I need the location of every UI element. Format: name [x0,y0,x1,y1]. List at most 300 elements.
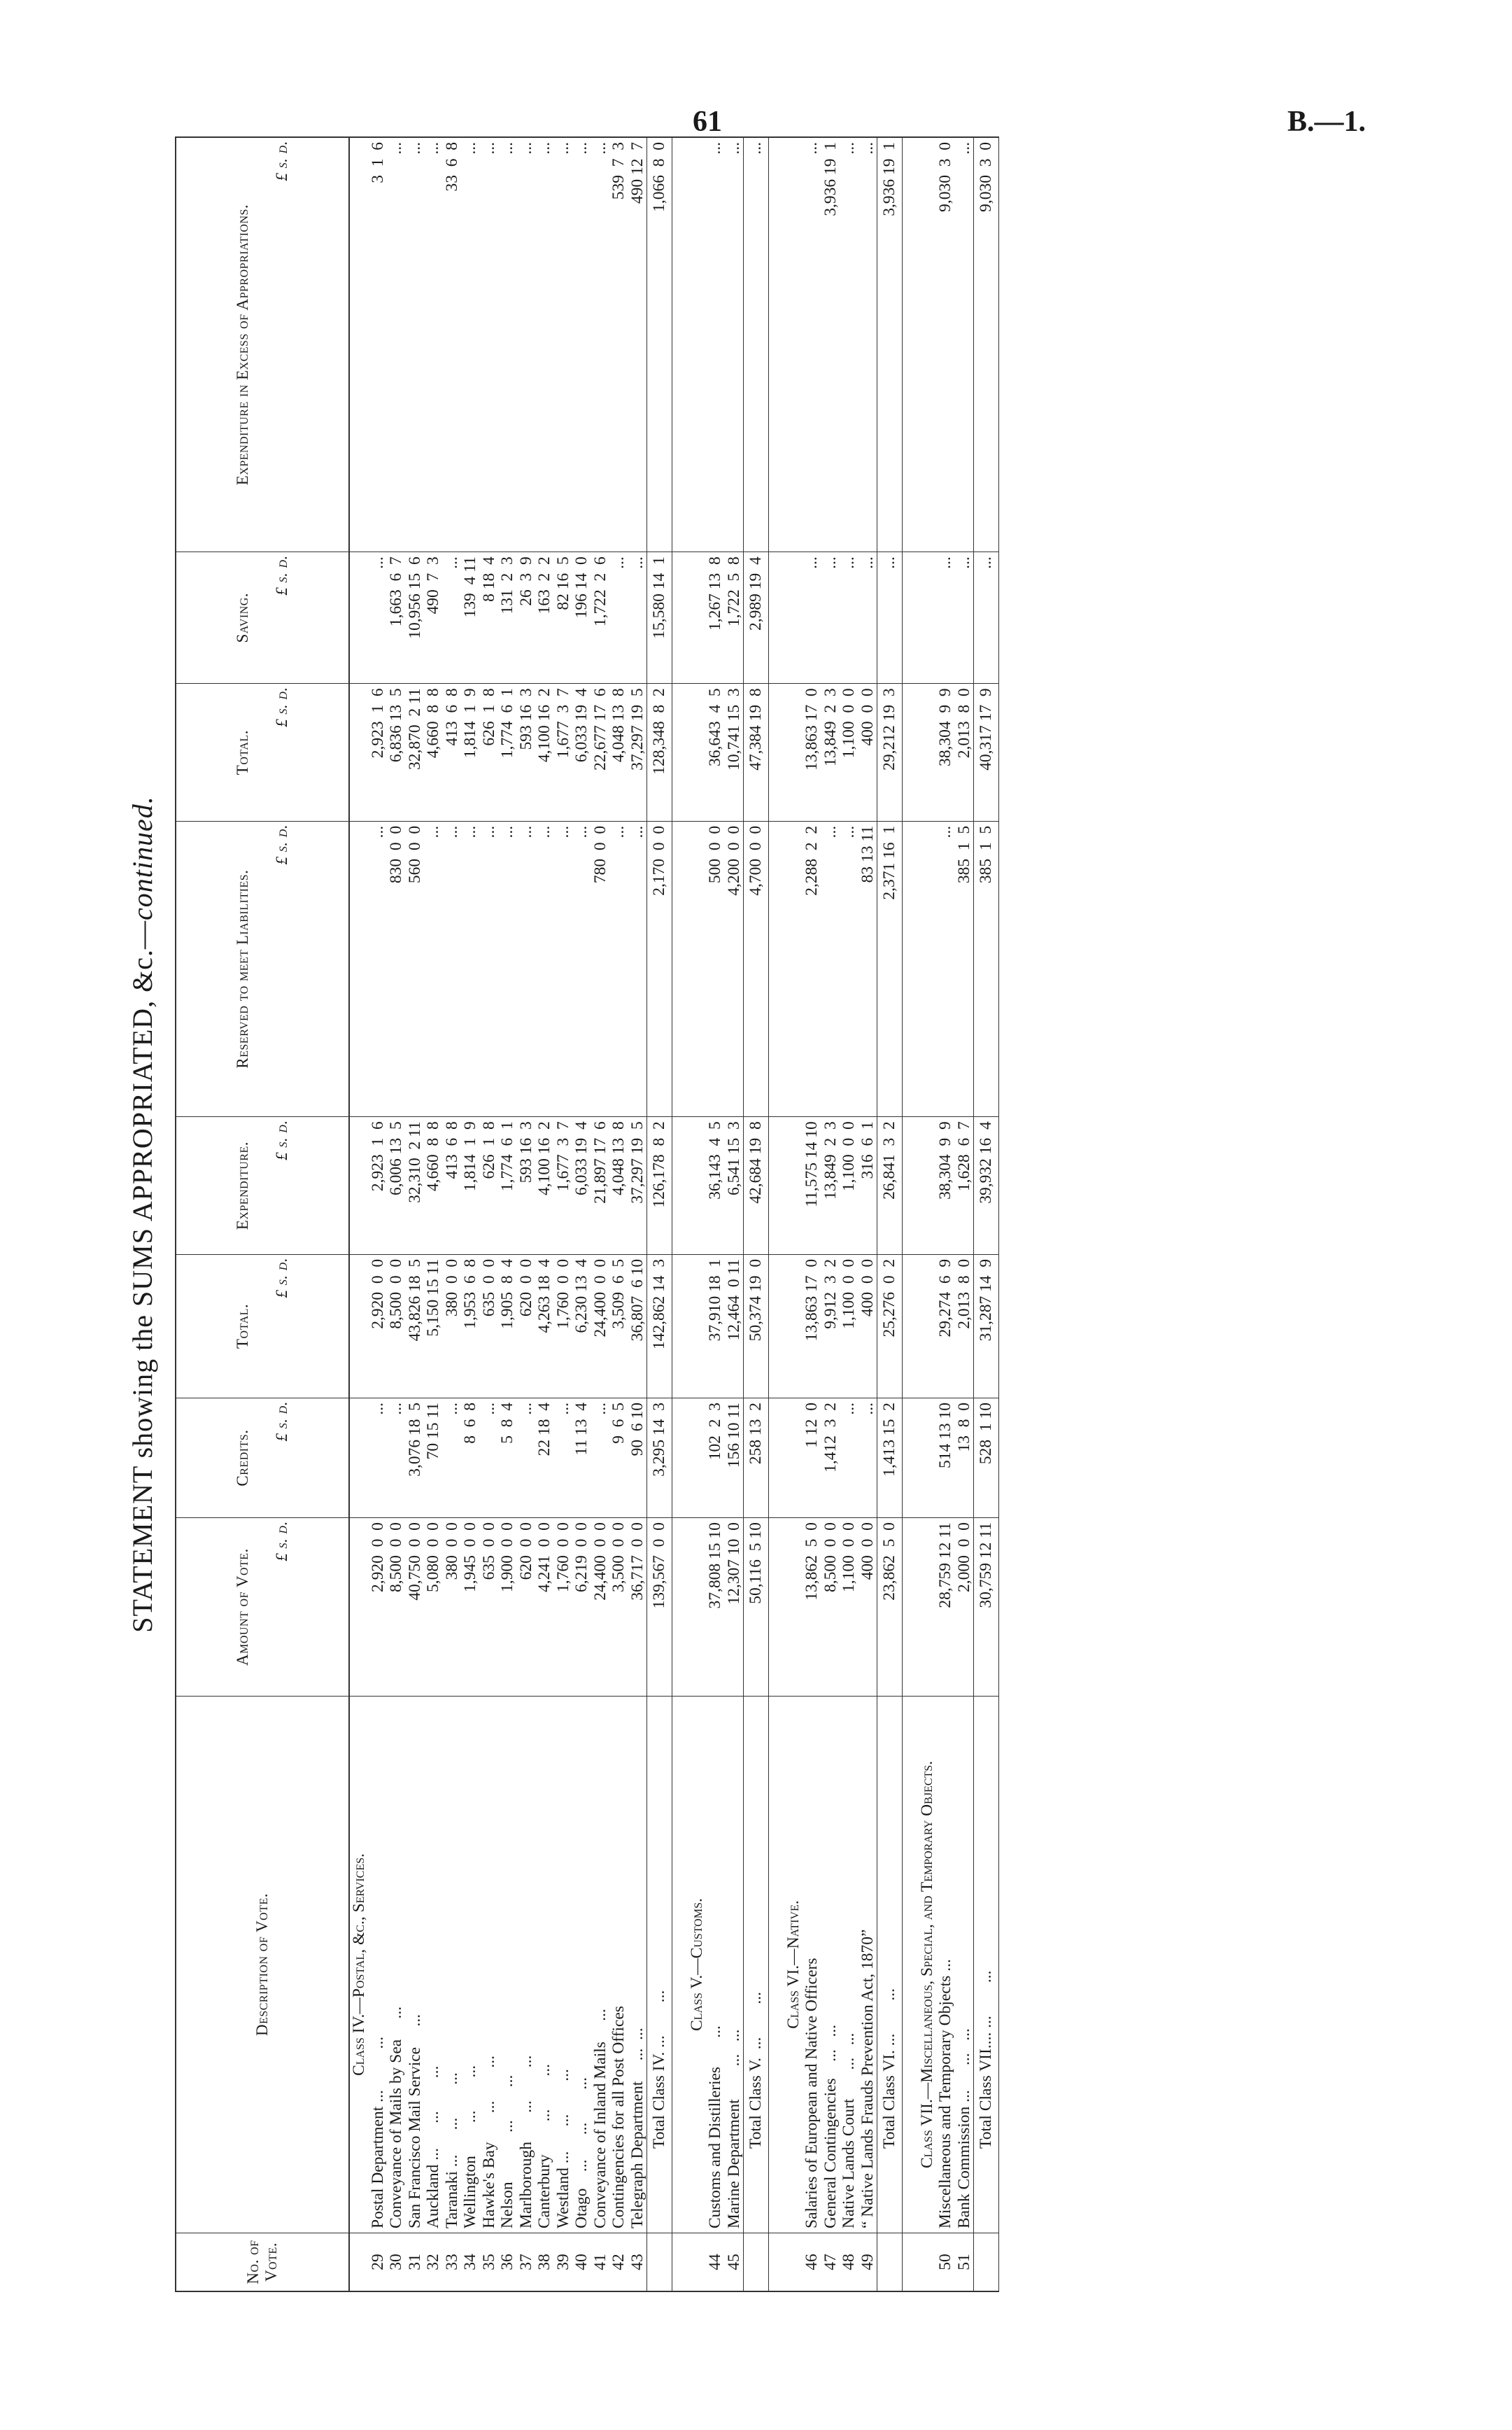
cell-excess: 490 12 7 [628,137,647,552]
cell-saving [688,552,707,684]
cell-saving: ... [609,552,628,684]
cell-saving: 1,267 13 8 [706,552,725,684]
cell-total: 9,912 3 2 [821,1254,840,1398]
spacer-cell [672,821,688,1116]
vote-description: Conveyance of Mails by Sea ... [387,1697,406,2233]
cell-exp: 126,178 8 2 [647,1117,672,1255]
cell-total2: 400 0 0 [859,684,877,822]
class-total-row [744,137,769,2291]
cell-excess: ... [725,137,744,552]
cell-excess: ... [955,137,974,552]
cell-exp: 413 6 8 [443,1117,462,1255]
cell-excess: ... [706,137,725,552]
spacer-cell [902,821,918,1116]
cell-excess: ... [535,137,554,552]
cell-total: 36,807 6 10 [628,1254,647,1398]
spacer-cell [768,821,784,1116]
cell-exp: 6,033 19 4 [572,1117,591,1255]
col-saving-units: £ s. d. [273,555,290,596]
cell-exp [918,1117,937,1255]
cell-credits: 258 13 2 [744,1398,769,1517]
cell-saving: ... [936,552,955,684]
cell-exp: 1,677 3 7 [554,1117,573,1255]
cell-amount: 23,862 5 0 [877,1518,903,1697]
class-heading-row [349,137,369,2291]
vote-description: General Contingencies ... ... [821,1697,840,2233]
spacer-cell [768,552,784,684]
cell-credits: 11 13 4 [572,1398,591,1517]
cell-saving: ... [821,552,840,684]
cell-credits: 514 13 10 [936,1398,955,1517]
cell-saving [784,552,803,684]
vote-description: Total Class VII.... ... ... [974,1697,999,2233]
cell-excess: 1,066 8 0 [647,137,672,552]
cell-saving: 490 7 3 [424,552,443,684]
vote-description: Nelson ... ... [498,1697,517,2233]
table-row [424,137,443,2291]
vote-number: 44 [706,2233,725,2292]
cell-res: ... [936,821,955,1116]
col-expenditure-label: Expenditure. [233,1141,251,1230]
table-row [461,137,480,2291]
cell-amount: 620 0 0 [517,1518,536,1697]
cell-total: 4,263 18 4 [535,1254,554,1398]
cell-credits: 13 8 0 [955,1398,974,1517]
cell-total: 24,400 0 0 [591,1254,610,1398]
vote-description: Canterbury ... ... [535,1697,554,2233]
cell-total: 25,276 0 2 [877,1254,903,1398]
vote-number: 42 [609,2233,628,2292]
cell-amount [688,1518,707,1697]
vote-number: 51 [955,2233,974,2292]
cell-saving: ... [974,552,999,684]
cell-amount: 2,000 0 0 [955,1518,974,1697]
vote-description: Miscellaneous and Temporary Objects ... [936,1697,955,2233]
cell-amount: 37,808 15 10 [706,1518,725,1697]
cell-exp [349,1117,369,1255]
cell-res: 83 13 11 [859,821,877,1116]
cell-exp: 13,849 2 3 [821,1117,840,1255]
cell-exp: 32,310 2 11 [406,1117,425,1255]
vote-description: Telegraph Department ... ... [628,1697,647,2233]
cell-res: ... [369,821,388,1116]
cell-saving: 1,722 2 6 [591,552,610,684]
cell-excess [349,137,369,552]
cell-saving: ... [955,552,974,684]
cell-res: 500 0 0 [706,821,725,1116]
cell-exp: 26,841 3 2 [877,1117,903,1255]
cell-credits: 1 12 0 [803,1398,821,1517]
cell-credits: 102 2 3 [706,1398,725,1517]
cell-exp: 21,897 17 6 [591,1117,610,1255]
table-row [369,137,388,2291]
cell-res: ... [424,821,443,1116]
cell-total2: 29,212 19 3 [877,684,903,822]
cell-credits: 1,413 15 2 [877,1398,903,1517]
vote-number [877,2233,903,2292]
table-row [517,137,536,2291]
cell-excess: 3,936 19 1 [877,137,903,552]
cell-saving [918,552,937,684]
cell-saving: 82 16 5 [554,552,573,684]
cell-exp: 6,541 15 3 [725,1117,744,1255]
cell-amount: 380 0 0 [443,1518,462,1697]
cell-amount: 635 0 0 [480,1518,499,1697]
cell-amount: 36,717 0 0 [628,1518,647,1697]
spacer-cell [672,1254,688,1398]
cell-total2: 36,643 4 5 [706,684,725,822]
class-total-row [974,137,999,2291]
cell-amount: 139,567 0 0 [647,1518,672,1697]
cell-amount: 28,759 12 11 [936,1518,955,1697]
col-excess-units: £ s. d. [273,141,290,181]
vote-number: 48 [840,2233,859,2292]
col-expenditure-units: £ s. d. [273,1120,290,1160]
spacer-row [672,137,688,2291]
cell-exp: 4,100 16 2 [535,1117,554,1255]
cell-total [349,1254,369,1398]
cell-saving: 2,989 19 4 [744,552,769,684]
cell-exp: 1,628 6 7 [955,1117,974,1255]
cell-res: 4,200 0 0 [725,821,744,1116]
table-row [572,137,591,2291]
cell-total2: 13,849 2 3 [821,684,840,822]
page-number: 61 [693,106,722,138]
vote-number: 50 [936,2233,955,2292]
cell-credits: ... [554,1398,573,1517]
cell-credits: ... [443,1398,462,1517]
cell-amount: 1,760 0 0 [554,1518,573,1697]
vote-number: 31 [406,2233,425,2292]
cell-total: 2,013 8 0 [955,1254,974,1398]
cell-excess: 9,030 3 0 [974,137,999,552]
cell-saving: ... [803,552,821,684]
cell-amount: 400 0 0 [859,1518,877,1697]
cell-res: 830 0 0 [387,821,406,1116]
cell-saving: 8 18 4 [480,552,499,684]
vote-description: “ Native Lands Frauds Prevention Act, 1870” [859,1697,877,2233]
col-excess [176,137,349,552]
rotated-statement [126,136,1357,2292]
vote-description: Marlborough ... ... [517,1697,536,2233]
cell-total: 380 0 0 [443,1254,462,1398]
cell-saving: 15,580 14 1 [647,552,672,684]
col-total [176,1254,349,1398]
cell-credits: 9 6 5 [609,1398,628,1517]
cell-total2: 37,297 19 5 [628,684,647,822]
cell-credits: 156 10 11 [725,1398,744,1517]
cell-res: ... [461,821,480,1116]
cell-amount [784,1518,803,1697]
spacer-cell [768,1697,784,2233]
cell-exp: 4,048 13 8 [609,1117,628,1255]
cell-total2: 413 6 8 [443,684,462,822]
cell-total2: 10,741 15 3 [725,684,744,822]
cell-total: 13,863 17 0 [803,1254,821,1398]
cell-total2: 1,677 3 7 [554,684,573,822]
cell-exp [784,1117,803,1255]
spacer-cell [768,1518,784,1697]
vote-number [647,2233,672,2292]
cell-amount: 6,219 0 0 [572,1518,591,1697]
cell-amount: 1,100 0 0 [840,1518,859,1697]
cell-total2: 38,304 9 9 [936,684,955,822]
cell-total2: 593 16 3 [517,684,536,822]
vote-number: 41 [591,2233,610,2292]
vote-description: Native Lands Court ... ... [840,1697,859,2233]
table-row [387,137,406,2291]
vote-number: 46 [803,2233,821,2292]
vote-number: 49 [859,2233,877,2292]
cell-amount: 30,759 12 11 [974,1518,999,1697]
cell-credits: 1,412 3 2 [821,1398,840,1517]
col-credits [176,1398,349,1517]
vote-number [744,2233,769,2292]
table-row [609,137,628,2291]
cell-saving: ... [859,552,877,684]
cell-total2: 1,814 1 9 [461,684,480,822]
col-description: Description of Vote. [176,1697,349,2233]
cell-saving: 1,722 5 8 [725,552,744,684]
cell-excess: ... [803,137,821,552]
cell-saving: 196 14 0 [572,552,591,684]
vote-description: Wellington ... ... [461,1697,480,2233]
spacer-row [768,137,784,2291]
cell-exp: 593 16 3 [517,1117,536,1255]
vote-number: 32 [424,2233,443,2292]
table-row [498,137,517,2291]
class-heading-row [918,137,937,2291]
cell-saving: 1,663 6 7 [387,552,406,684]
cell-saving: ... [628,552,647,684]
vote-number: 33 [443,2233,462,2292]
spacer-cell [902,1697,918,2233]
cell-total2: 40,317 17 9 [974,684,999,822]
class-total-row [877,137,903,2291]
cell-res: ... [609,821,628,1116]
cell-excess: 3 1 6 [369,137,388,552]
cell-total: 6,230 13 4 [572,1254,591,1398]
cell-excess: 539 7 3 [609,137,628,552]
vote-description: Marine Department ... ... [725,1697,744,2233]
cell-excess: ... [591,137,610,552]
cell-saving: 26 3 9 [517,552,536,684]
col-reserved-label: Reserved to meet Liabilities. [233,869,251,1069]
cell-excess: ... [387,137,406,552]
table-body [349,137,998,2291]
cell-credits: 528 1 10 [974,1398,999,1517]
col-amount [176,1518,349,1697]
cell-res [349,821,369,1116]
cell-total: 142,862 14 3 [647,1254,672,1398]
cell-credits [688,1398,707,1517]
cell-amount: 1,900 0 0 [498,1518,517,1697]
cell-res: ... [535,821,554,1116]
spacer-cell [672,2233,688,2292]
vote-number: 30 [387,2233,406,2292]
spacer-cell [768,1254,784,1398]
cell-amount: 5,080 0 0 [424,1518,443,1697]
cell-excess: 3,936 19 1 [821,137,840,552]
vote-description: Total Class IV. ... ... [647,1697,672,2233]
cell-saving: 131 2 3 [498,552,517,684]
col-total2-units: £ s. d. [273,687,290,727]
cell-total2: 6,033 19 4 [572,684,591,822]
cell-total: 2,920 0 0 [369,1254,388,1398]
cell-total2 [688,684,707,822]
cell-total [918,1254,937,1398]
table-row [803,137,821,2291]
cell-res: ... [554,821,573,1116]
cell-total: 50,374 19 0 [744,1254,769,1398]
cell-total2: 2,923 1 6 [369,684,388,822]
cell-res [688,821,707,1116]
class-heading-row [784,137,803,2291]
cell-total: 1,760 0 0 [554,1254,573,1398]
title-main: STATEMENT showing the SUMS APPROPRIATED, &c.— [127,920,158,1633]
vote-description: Total Class V. ... ... [744,1697,769,2233]
cell-res [918,821,937,1116]
cell-total: 635 0 0 [480,1254,499,1398]
col-saving-label: Saving. [233,592,251,643]
cell-credits: 70 15 11 [424,1398,443,1517]
cell-saving: ... [369,552,388,684]
table-row [443,137,462,2291]
cell-amount: 8,500 0 0 [387,1518,406,1697]
spacer-cell [672,1398,688,1517]
document-reference: B.—1. [1287,106,1366,138]
table-row [821,137,840,2291]
col-amount-label: Amount of Vote. [233,1548,251,1666]
class-heading: Class VII.—Miscellaneous, Special, and Temporary Objects. [918,1697,937,2233]
spacer-cell [902,1117,918,1255]
cell-credits [918,1398,937,1517]
cell-res [784,821,803,1116]
col-total2 [176,684,349,822]
table-row [628,137,647,2291]
vote-number [349,2233,369,2292]
cell-credits: ... [517,1398,536,1517]
cell-exp: 42,684 19 8 [744,1117,769,1255]
cell-excess: ... [406,137,425,552]
col-reserved-units: £ s. d. [273,824,290,865]
cell-saving: ... [877,552,903,684]
table-row [936,137,955,2291]
cell-res: 780 0 0 [591,821,610,1116]
cell-total [688,1254,707,1398]
header-row [176,137,349,2291]
class-heading-row [688,137,707,2291]
cell-total2: 4,660 8 8 [424,684,443,822]
cell-credits [349,1398,369,1517]
cell-excess: ... [572,137,591,552]
cell-total: 5,150 15 11 [424,1254,443,1398]
vote-description: Postal Department ... ... [369,1697,388,2233]
col-reserved [176,821,349,1116]
cell-credits: 3,076 18 5 [406,1398,425,1517]
vote-number: 40 [572,2233,591,2292]
cell-res: ... [480,821,499,1116]
title-continued: continued. [127,796,158,920]
cell-amount: 13,862 5 0 [803,1518,821,1697]
cell-excess: 9,030 3 0 [936,137,955,552]
cell-exp: 1,814 1 9 [461,1117,480,1255]
vote-description: Hawke's Bay ... ... [480,1697,499,2233]
cell-saving: 139 4 11 [461,552,480,684]
cell-excess: ... [517,137,536,552]
cell-total [784,1254,803,1398]
vote-description: Total Class VI. ... ... [877,1697,903,2233]
cell-total: 1,905 8 4 [498,1254,517,1398]
table-row [480,137,499,2291]
vote-number: 36 [498,2233,517,2292]
class-heading: Class VI.—Native. [784,1697,803,2233]
cell-res: ... [628,821,647,1116]
cell-amount: 12,307 10 0 [725,1518,744,1697]
cell-exp: 6,006 13 5 [387,1117,406,1255]
cell-total: 620 0 0 [517,1254,536,1398]
spacer-cell [672,552,688,684]
col-expenditure [176,1117,349,1255]
spacer-cell [672,684,688,822]
cell-amount [349,1518,369,1697]
table-row [554,137,573,2291]
vote-number: 47 [821,2233,840,2292]
cell-res: 385 1 5 [974,821,999,1116]
vote-number: 34 [461,2233,480,2292]
cell-total: 3,509 6 5 [609,1254,628,1398]
cell-total: 12,464 0 11 [725,1254,744,1398]
table-row [535,137,554,2291]
vote-number [974,2233,999,2292]
cell-amount: 40,750 0 0 [406,1518,425,1697]
cell-credits: 8 6 8 [461,1398,480,1517]
cell-amount: 50,116 5 10 [744,1518,769,1697]
col-amount-units: £ s. d. [273,1521,290,1561]
cell-total2: 47,384 19 8 [744,684,769,822]
col-excess-label: Expenditure in Excess of Appropriations. [233,204,251,486]
cell-credits [784,1398,803,1517]
vote-description: Otago ... ... ... [572,1697,591,2233]
cell-amount: 4,241 0 0 [535,1518,554,1697]
cell-credits: ... [480,1398,499,1517]
vote-description: Westland ... ... ... [554,1697,573,2233]
cell-excess: ... [744,137,769,552]
class-heading: Class V.—Customs. [688,1697,707,2233]
class-heading: Class IV.—Postal, &c., Services. [349,1697,369,2233]
cell-credits: ... [859,1398,877,1517]
col-credits-label: Credits. [233,1429,251,1487]
cell-amount: 8,500 0 0 [821,1518,840,1697]
vote-description: Auckland ... ... ... [424,1697,443,2233]
cell-amount: 1,945 0 0 [461,1518,480,1697]
cell-excess: ... [480,137,499,552]
table-row [955,137,974,2291]
vote-number: 45 [725,2233,744,2292]
cell-excess: ... [424,137,443,552]
cell-exp: 38,304 9 9 [936,1117,955,1255]
vote-number [688,2233,707,2292]
cell-amount: 2,920 0 0 [369,1518,388,1697]
vote-number [918,2233,937,2292]
cell-excess: ... [498,137,517,552]
cell-saving: ... [443,552,462,684]
cell-amount: 24,400 0 0 [591,1518,610,1697]
cell-exp: 626 1 8 [480,1117,499,1255]
cell-total2: 32,870 2 11 [406,684,425,822]
vote-number: 37 [517,2233,536,2292]
table-row [706,137,725,2291]
